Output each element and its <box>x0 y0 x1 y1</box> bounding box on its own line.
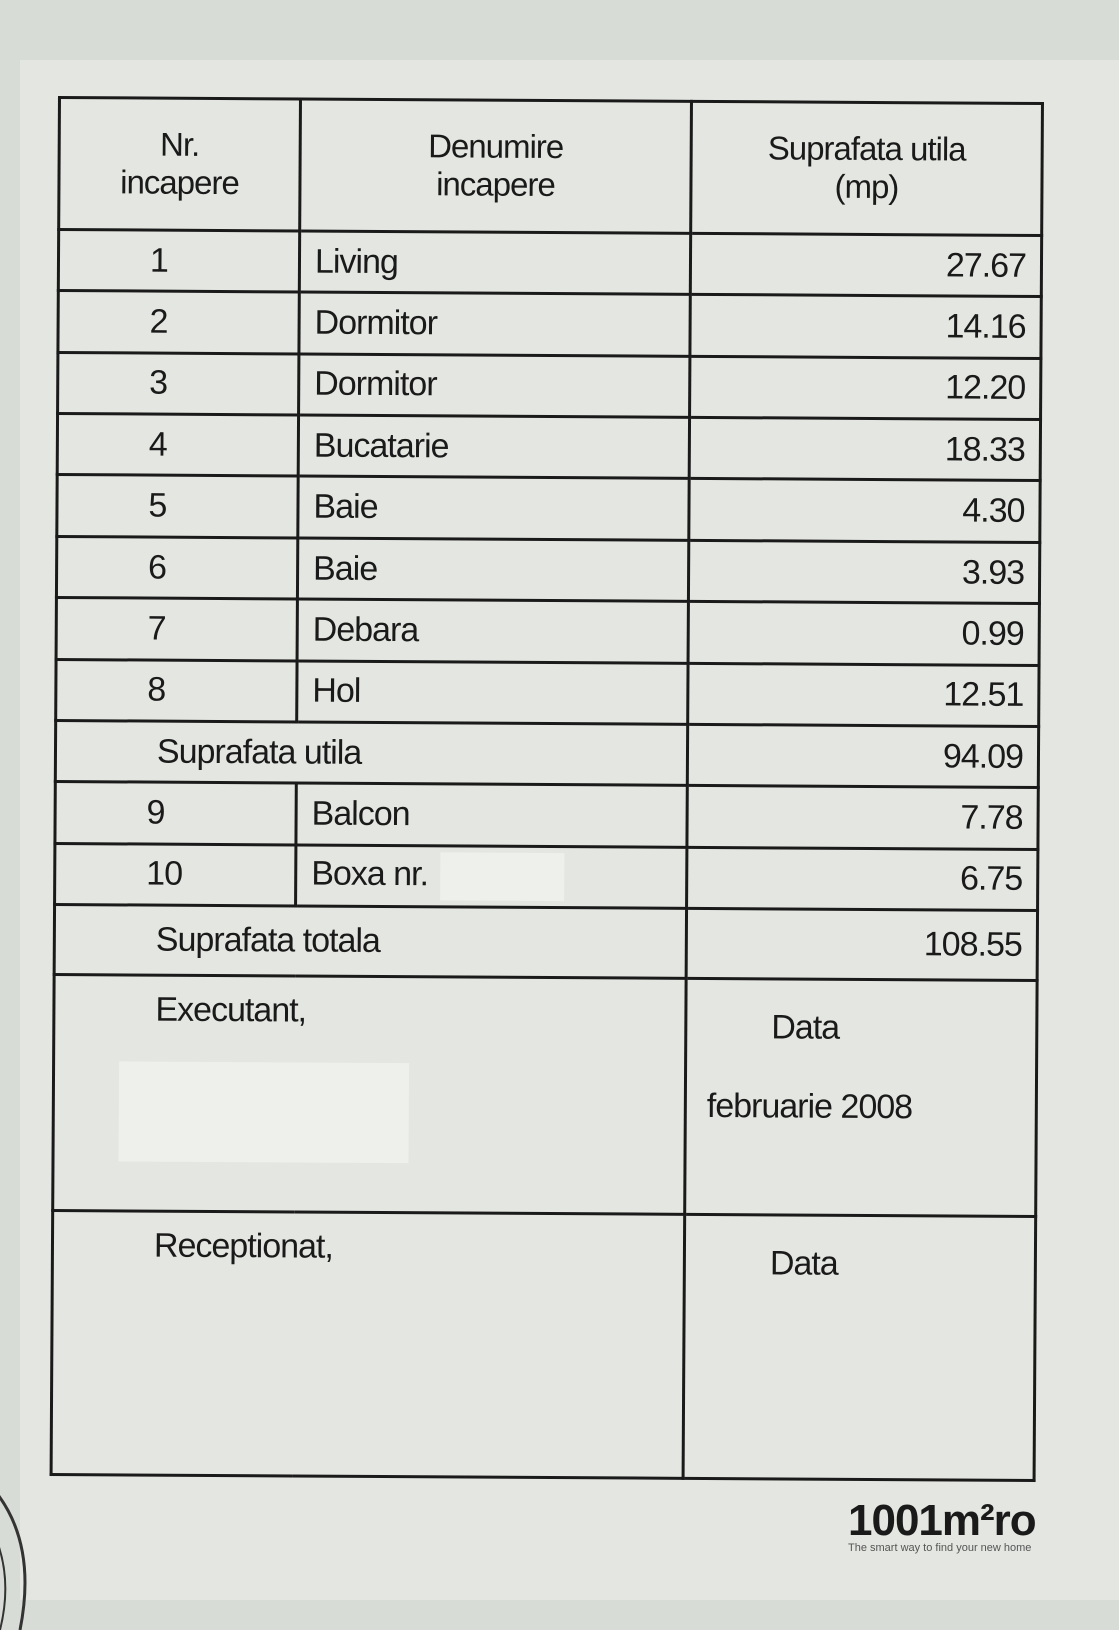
room-area: 4.30 <box>689 479 1040 543</box>
watermark-logo <box>848 1496 1088 1566</box>
room-nr: 5 <box>57 475 298 538</box>
redacted-executant-name <box>118 1061 409 1163</box>
table-row <box>55 843 1038 910</box>
table-header-row <box>59 98 1043 236</box>
total-row <box>54 905 1037 980</box>
table-row <box>55 782 1038 849</box>
table-row <box>56 659 1039 726</box>
room-area: 7.78 <box>687 786 1038 850</box>
room-name <box>296 845 687 909</box>
room-areas-table <box>50 96 1044 1482</box>
executant-cell <box>53 974 686 1214</box>
receptionat-label: Receptionat, <box>153 1226 333 1266</box>
room-nr: 4 <box>57 414 298 477</box>
subtotal-value: 94.09 <box>687 724 1038 788</box>
room-area: 12.51 <box>688 663 1039 727</box>
room-name: Debara <box>297 599 688 663</box>
room-name: Balcon <box>296 783 687 847</box>
room-nr: 8 <box>56 659 297 722</box>
room-name: Dormitor <box>299 292 690 356</box>
room-name: Dormitor <box>299 354 690 418</box>
room-area: 6.75 <box>687 847 1038 911</box>
room-name-text: Boxa nr. <box>311 854 429 894</box>
total-label: Suprafata totala <box>54 905 686 978</box>
stamp-arc-fragment <box>0 1470 50 1630</box>
room-area: 18.33 <box>689 417 1040 481</box>
table-row <box>56 598 1039 665</box>
table-row <box>57 475 1040 542</box>
room-area: 14.16 <box>690 295 1041 359</box>
room-nr: 2 <box>58 291 299 354</box>
table-row <box>58 352 1041 419</box>
executant-date-label: Data <box>771 1007 840 1047</box>
room-area: 12.20 <box>690 356 1041 420</box>
table-row <box>57 414 1040 481</box>
executant-row <box>53 974 1037 1217</box>
receptionat-row <box>51 1211 1036 1481</box>
room-area: 27.67 <box>690 233 1041 297</box>
subtotal-row <box>55 720 1038 787</box>
room-name: Bucatarie <box>298 415 689 479</box>
logo-tagline: The smart way to find your new home <box>848 1542 1032 1554</box>
table-row <box>58 229 1041 296</box>
room-area: 0.99 <box>688 602 1039 666</box>
table-row <box>58 291 1041 358</box>
receptionat-date-cell <box>683 1214 1036 1480</box>
executant-label: Executant, <box>155 990 307 1030</box>
executant-date-value: februarie 2008 <box>706 1086 913 1126</box>
room-area: 3.93 <box>688 540 1039 604</box>
executant-date-cell <box>685 978 1037 1217</box>
room-name: Baie <box>297 538 688 602</box>
redacted-box-number <box>440 852 564 901</box>
room-name: Hol <box>297 661 688 725</box>
room-nr: 6 <box>56 536 297 599</box>
header-nr: Nr. incapere <box>59 98 301 231</box>
header-name: Denumire incapere <box>300 99 692 233</box>
room-name: Living <box>299 231 690 295</box>
room-nr: 10 <box>55 843 296 906</box>
room-nr: 3 <box>58 352 299 415</box>
room-nr: 1 <box>58 229 299 292</box>
logo-brand: 1001m²ro <box>848 1496 1036 1545</box>
total-value: 108.55 <box>686 909 1037 981</box>
table-row <box>56 536 1039 603</box>
room-nr: 9 <box>55 782 296 845</box>
receptionat-cell <box>51 1211 685 1479</box>
room-name: Baie <box>298 476 689 540</box>
receptionat-date-label: Data <box>769 1244 838 1283</box>
subtotal-label: Suprafata utila <box>55 720 687 785</box>
room-nr: 7 <box>56 598 297 661</box>
header-area: Suprafata utila (mp) <box>691 101 1043 235</box>
